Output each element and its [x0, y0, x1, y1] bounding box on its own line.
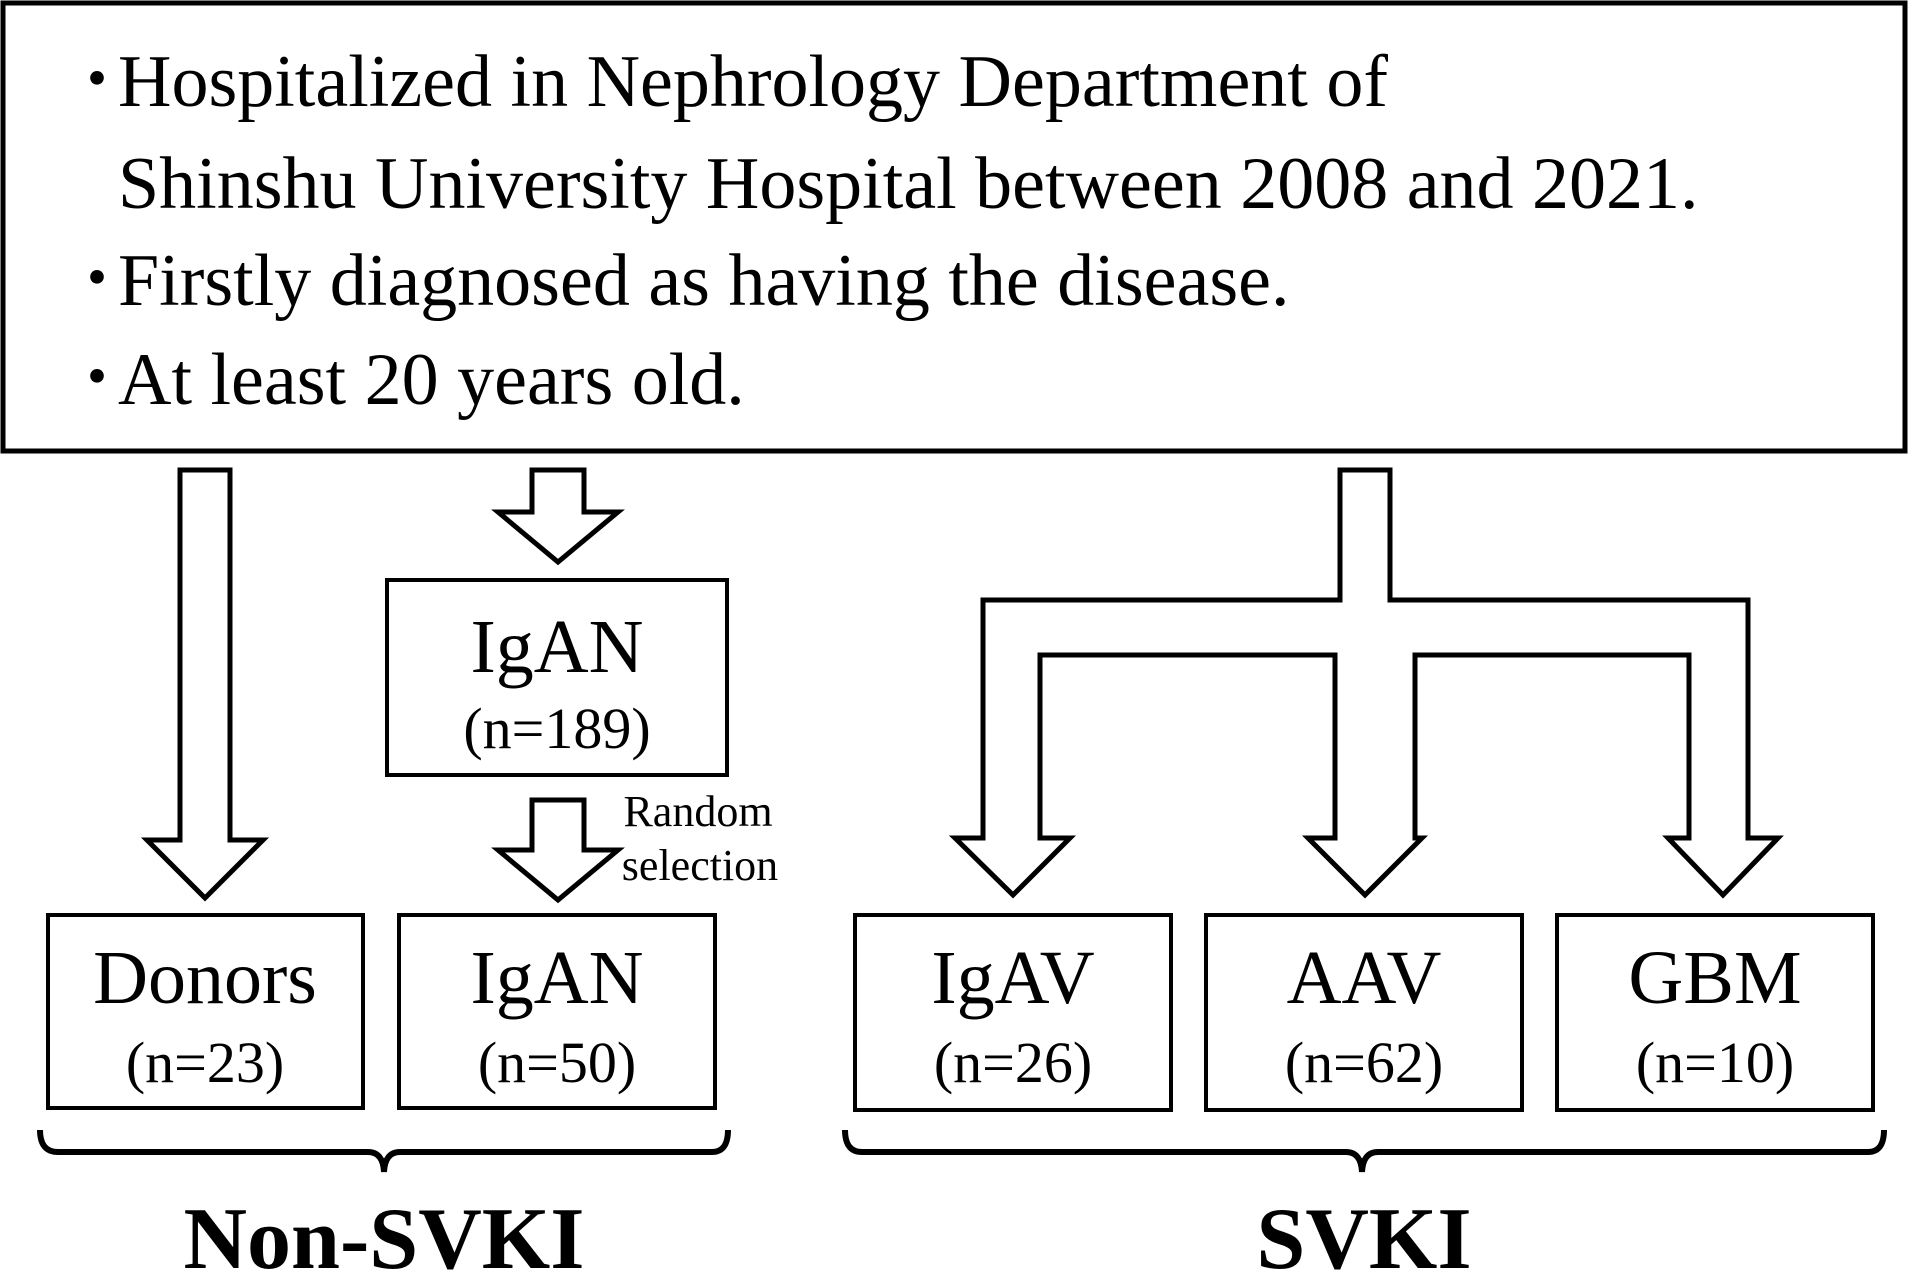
igan-selected-count: (n=50)	[477, 1030, 637, 1095]
aav-title: AAV	[1286, 936, 1442, 1020]
arrow-to-igan-all	[498, 470, 618, 562]
igav-title: IgAV	[931, 936, 1095, 1020]
arrow-branch-svki	[955, 470, 1778, 895]
criteria-bullet-3: ・	[60, 339, 134, 421]
criteria-line-1: Hospitalized in Nephrology Department of	[118, 41, 1388, 123]
aav-count: (n=62)	[1284, 1030, 1444, 1095]
random-selection-line-2: selection	[621, 841, 779, 890]
criteria-line-3: Firstly diagnosed as having the disease.	[118, 240, 1290, 322]
igan-all-title: IgAN	[470, 605, 644, 689]
criteria-line-2: Shinshu University Hospital between 2008 and 2021.	[118, 143, 1699, 225]
criteria-line-4: At least 20 years old.	[118, 339, 745, 421]
arrow-to-donors	[147, 470, 263, 898]
arrow-random-selection	[498, 800, 618, 900]
svki-label: SVKI	[1256, 1191, 1472, 1273]
non-svki-brace	[40, 1130, 728, 1172]
igav-count: (n=26)	[933, 1030, 1093, 1095]
gbm-count: (n=10)	[1635, 1030, 1795, 1095]
igan-selected-title: IgAN	[470, 936, 644, 1020]
gbm-title: GBM	[1628, 936, 1802, 1020]
criteria-bullet-1: ・	[60, 41, 134, 123]
random-selection-line-1: Random	[623, 787, 773, 836]
non-svki-label: Non-SVKI	[183, 1191, 585, 1273]
criteria-bullet-2: ・	[60, 240, 134, 322]
svki-brace	[845, 1130, 1884, 1172]
igan-all-count: (n=189)	[463, 696, 651, 761]
donors-count: (n=23)	[125, 1030, 285, 1095]
donors-title: Donors	[93, 936, 317, 1020]
